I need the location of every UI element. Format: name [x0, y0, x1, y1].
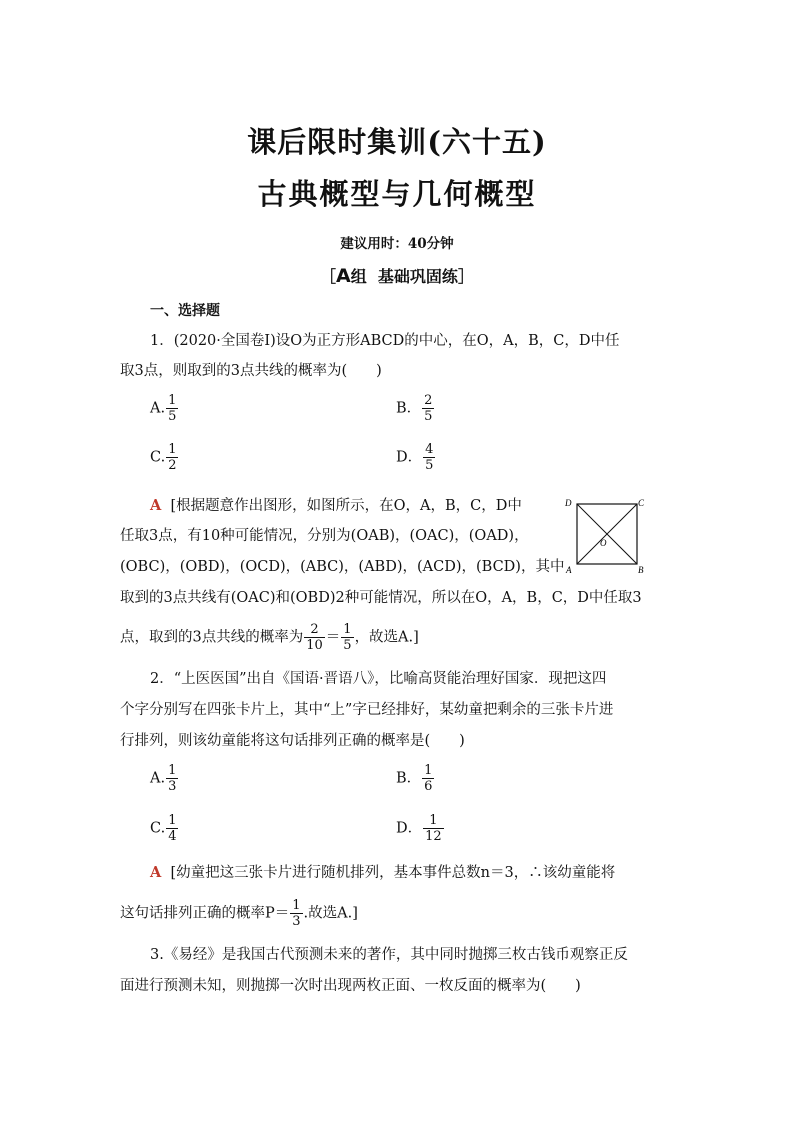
q1-line2: 取3点，则取到的3点共线的概率为( ): [120, 363, 382, 379]
group-bracket-left: ［: [320, 267, 337, 286]
group-name: 组: [350, 267, 367, 286]
q2-answer: A: [150, 864, 162, 881]
label-d: D: [565, 498, 572, 508]
q1-explanation-line2: 任取3点，有10种可能情况，分别为(OAB)，(OAC)，(OAD)，: [120, 528, 529, 544]
label-a: A: [566, 565, 572, 575]
q1-option-a: A. $\frac{1}{5}$: [150, 393, 177, 424]
q1-option-d: D． $\frac{4}{5}$: [396, 442, 434, 473]
q2-explanation-line1: A [幼童把这三张卡片进行随机排列，基本事件总数n＝3，∴该幼童能将: [150, 864, 616, 881]
q3-line1: 3.《易经》是我国古代预测未来的著作，其中同时抛掷三枚古钱币观察正反: [150, 947, 628, 963]
q3-line2: 面进行预测未知，则抛掷一次时出现两枚正面、一枚反面的概率为( ): [120, 978, 581, 994]
q2-line2: 个字分别写在四张卡片上，其中“上”字已经排好，某幼童把剩余的三张卡片进: [120, 702, 614, 718]
page-subtitle: 古典概型与几何概型: [257, 177, 537, 211]
label-b: B: [638, 565, 644, 575]
q1-explanation-line1: A [根据题意作出图形，如图所示，在O，A，B，C，D中: [150, 497, 522, 514]
time-note: 建议用时：40分钟: [340, 236, 454, 252]
group-text: 基础巩固练: [377, 267, 458, 286]
q1-explanation-line5: 点，取到的3点共线的概率为 $\frac{2}{10}$ ＝ $\frac{1}{5}$ ，故选A.]: [120, 622, 419, 653]
q1-explanation-line4: 取到的3点共线有(OAC)和(OBD)2种可能情况，所以在O，A，B，C，D中任取3: [120, 590, 642, 606]
q1-explanation-line3: (OBC)，(OBD)，(OCD)，(ABC)，(ABD)，(ACD)，(BCD)，其中: [120, 559, 565, 575]
square-diagram: [562, 494, 652, 576]
q2-option-c: C. $\frac{1}{4}$: [150, 813, 177, 844]
q2-line3: 行排列，则该幼童能将这句话排列正确的概率是( ): [120, 733, 465, 749]
group-letter: A: [336, 265, 351, 287]
q2-line1: 2．“上医医国”出自《国语·晋语八》，比喻高贤能治理好国家．现把这四: [150, 671, 607, 687]
q2-option-d: D． $\frac{1}{12}$: [396, 813, 442, 844]
group-heading: [0, 264, 794, 287]
q2-explanation-line2: 这句话排列正确的概率P＝ $\frac{1}{3}$ .故选A.]: [120, 898, 358, 929]
section-heading: 一、选择题: [150, 303, 220, 319]
q1-option-c: C. $\frac{1}{2}$: [150, 442, 177, 473]
label-c: C: [638, 498, 645, 508]
page-title: 课后限时集训(六十五): [247, 125, 547, 159]
q1-answer: A: [150, 497, 162, 514]
q1-line1: 1．(2020·全国卷Ⅰ)设O为正方形ABCD的中心，在O，A，B，C，D中任: [150, 333, 620, 349]
label-o: O: [600, 538, 607, 548]
q2-option-b: B． $\frac{1}{6}$: [396, 763, 433, 794]
q2-option-a: A. $\frac{1}{3}$: [150, 763, 177, 794]
group-bracket-right: ］: [457, 267, 474, 286]
q1-option-b: B． $\frac{2}{5}$: [396, 393, 433, 424]
